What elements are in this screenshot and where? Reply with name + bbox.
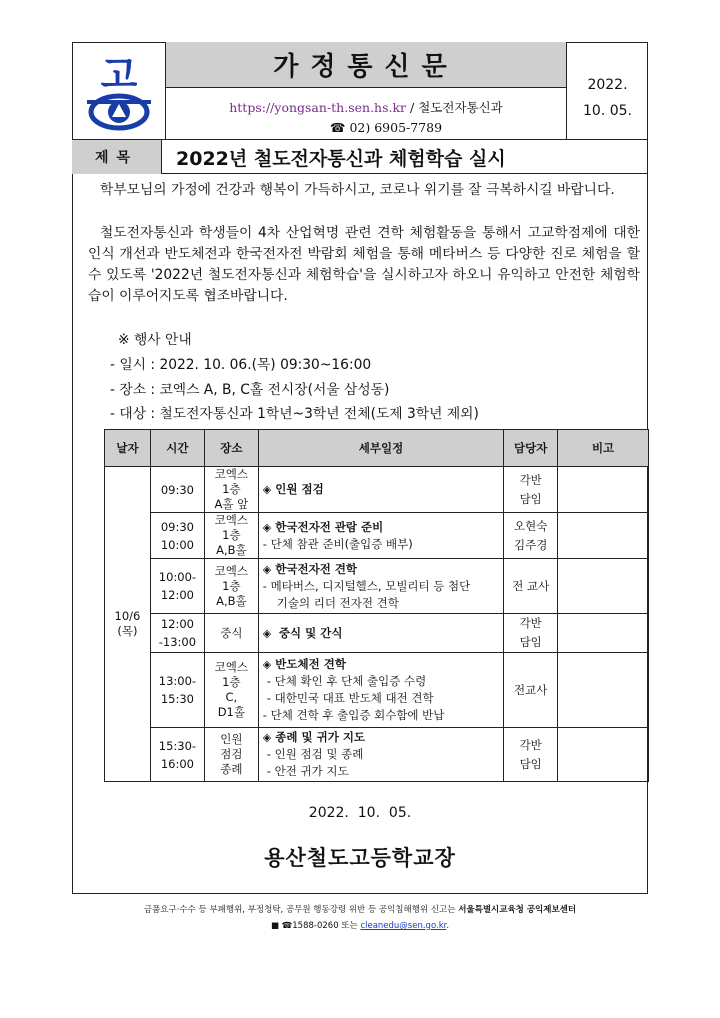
detail-item: - 안전 귀가 지도 xyxy=(266,764,349,778)
signature-date: 2022. 10. 05. xyxy=(308,805,412,821)
footer-period: . xyxy=(446,921,450,931)
detail-item: - 단체 확인 후 단체 출입증 수령 xyxy=(266,674,427,688)
staff-cell xyxy=(504,467,558,513)
schedule-table xyxy=(104,429,649,782)
event-target-line: - 대상 : 철도전자통신과 1학년~3학년 전체(도제 3학년 제외) xyxy=(110,406,479,422)
school-logo-icon xyxy=(72,42,166,140)
school-logo xyxy=(72,42,166,140)
time-cell xyxy=(150,559,204,614)
time-value: 15:30- xyxy=(158,738,197,753)
place-value: 코엑스 xyxy=(214,467,248,481)
subject-text: 2022년 철도전자통신과 체험학습 실시 xyxy=(176,147,506,170)
phone-number: 02) 6905-7789 xyxy=(349,120,443,135)
staff-cell xyxy=(504,653,558,728)
header-cell: 담당자 xyxy=(504,430,558,467)
time-value: 10:00- xyxy=(158,570,197,584)
detail-title: 인원 점검 xyxy=(275,482,324,496)
detail-title: 중식 및 간식 xyxy=(278,625,343,640)
detail-title: 반도체전 견학 xyxy=(275,657,346,671)
day-weekday: (목) xyxy=(117,624,138,638)
event-place-line: - 장소 : 코엑스 A, B, C홀 전시장(서울 삼성동) xyxy=(110,382,390,398)
diamond-icon: ◈ xyxy=(262,626,272,640)
staff-cell xyxy=(504,614,558,653)
detail-item: - 단체 참관 준비(출입증 배부) xyxy=(262,536,413,551)
staff-cell xyxy=(504,513,558,559)
place-value: 1층 xyxy=(222,675,241,689)
footer-phone: ■ ☎1588-0260 또는 xyxy=(270,921,361,931)
detail-title: 한국전자전 견학 xyxy=(275,561,358,576)
staff-value: 각반 xyxy=(519,472,542,487)
detail-cell xyxy=(258,559,503,614)
issue-date-monthday: 10. 05. xyxy=(583,103,632,119)
time-cell xyxy=(150,513,204,559)
staff-value: 각반 xyxy=(519,616,542,630)
footer-email-link[interactable]: cleanedu@sen.go.kr xyxy=(360,921,447,931)
time-value: 16:00 xyxy=(160,756,194,771)
detail-title: 한국전자전 관람 준비 xyxy=(275,519,384,534)
staff-value: 전교사 xyxy=(514,683,548,697)
notice-title: ※ 행사 안내 xyxy=(118,332,192,348)
place-cell xyxy=(204,467,258,513)
time-value: 15:30 xyxy=(160,692,194,706)
note-cell xyxy=(558,614,649,653)
time-cell xyxy=(150,728,204,782)
detail-cell xyxy=(258,728,503,782)
place-cell xyxy=(204,559,258,614)
staff-value: 전 교사 xyxy=(512,579,550,593)
footer-report-notice xyxy=(0,903,720,915)
table-row xyxy=(105,614,649,653)
detail-item: - 단체 견학 후 출입증 회수함에 반납 xyxy=(262,708,445,722)
place-value: 1층 xyxy=(222,482,241,496)
place-value: C, xyxy=(225,690,238,704)
place-cell xyxy=(204,513,258,559)
detail-cell xyxy=(258,614,503,653)
document-title: 가정통신문 xyxy=(166,42,566,88)
staff-value: 담임 xyxy=(519,491,542,506)
table-row xyxy=(105,513,649,559)
header-cell: 시간 xyxy=(150,430,204,467)
issue-date-year: 2022. xyxy=(587,77,628,93)
header-cell: 세부일정 xyxy=(258,430,503,467)
place-value: 1층 xyxy=(222,578,241,593)
diamond-icon: ◈ xyxy=(262,520,272,534)
url-separator: / xyxy=(406,100,419,115)
detail-item: - 대한민국 대표 반도체 대전 견학 xyxy=(266,691,434,705)
note-cell xyxy=(558,513,649,559)
detail-cell xyxy=(258,467,503,513)
school-url[interactable]: https://yongsan-th.sen.hs.kr xyxy=(229,100,407,115)
place-value: 코엑스 xyxy=(214,513,248,527)
department-name: 철도전자통신과 xyxy=(418,100,503,115)
note-cell xyxy=(558,728,649,782)
staff-value: 담임 xyxy=(519,756,542,771)
logo-character: 고 xyxy=(100,53,138,97)
header-cell: 장소 xyxy=(204,430,258,467)
table-row xyxy=(105,559,649,614)
detail-cell xyxy=(258,513,503,559)
diamond-icon: ◈ xyxy=(262,658,272,671)
place-cell xyxy=(204,614,258,653)
header-cell: 날자 xyxy=(105,430,151,467)
detail-title: 종례 및 귀가 지도 xyxy=(275,730,366,744)
table-row xyxy=(105,728,649,782)
time-value: 12:00 xyxy=(160,617,194,631)
diamond-icon: ◈ xyxy=(262,731,272,744)
time-value: 12:00 xyxy=(160,588,194,602)
note-cell xyxy=(558,467,649,513)
event-date-line: - 일시 : 2022. 10. 06.(목) 09:30~16:00 xyxy=(110,357,372,373)
footer-notice-text: 금품요구·수수 등 부패행위, 부정청탁, 공무원 행동강령 위반 등 공익침해행위 신고는 xyxy=(143,905,459,915)
place-value: 코엑스 xyxy=(214,660,248,674)
greeting-paragraph: 학부모님의 가정에 건강과 행복이 가득하시고, 코로나 위기를 잘 극복하시길 바랍니다. xyxy=(100,182,615,198)
header-contact xyxy=(166,88,566,140)
table-row xyxy=(105,653,649,728)
main-paragraph: 철도전자통신과 학생들이 4차 산업혁명 관련 견학 체험활동을 통해서 고교학점제에 대한 인식 개선과 반도체전과 한국전자전 박람회 체험을 통해 메타버스 등 다양한 진로 체험을 할 수 있도록 '2022년 철도전자통신과 체험학습'을 실시하고자 하오니 유익하고 안전한 체험학습이 이루어지도록 협조바랍니다. xyxy=(88,225,640,304)
staff-value: 각반 xyxy=(519,737,542,752)
detail-cell xyxy=(258,653,503,728)
table-row xyxy=(105,467,649,513)
detail-item: - 인원 점검 및 종례 xyxy=(266,747,364,761)
place-value: 점검 xyxy=(220,747,243,761)
time-value: 10:00 xyxy=(160,537,194,552)
place-value: 인원 xyxy=(220,732,243,746)
place-cell xyxy=(204,653,258,728)
day-cell xyxy=(105,467,151,782)
subject-label: 제목 xyxy=(72,140,162,174)
note-cell xyxy=(558,653,649,728)
place-value: 코엑스 xyxy=(214,563,248,578)
time-cell xyxy=(150,653,204,728)
place-value: 종례 xyxy=(220,762,243,776)
time-value: 09:30 xyxy=(160,482,194,497)
place-value: 중식 xyxy=(220,626,243,640)
staff-value: 담임 xyxy=(519,635,542,649)
header-cell: 비고 xyxy=(558,430,649,467)
time-cell xyxy=(150,614,204,653)
footer-contact xyxy=(0,919,720,931)
place-value: D1홀 xyxy=(217,705,245,719)
note-cell xyxy=(558,559,649,614)
staff-value: 김주경 xyxy=(514,537,548,552)
place-value: A,B홀 xyxy=(216,593,247,608)
staff-cell xyxy=(504,728,558,782)
detail-item: 기술의 리더 전자전 견학 xyxy=(276,595,399,610)
place-value: A홀 앞 xyxy=(214,497,249,511)
place-value: A,B홀 xyxy=(216,543,247,557)
phone-icon: ☎ xyxy=(329,120,346,135)
diamond-icon: ◈ xyxy=(262,562,272,576)
place-cell xyxy=(204,728,258,782)
time-value: 13:00- xyxy=(158,674,197,688)
time-value: -13:00 xyxy=(158,635,197,649)
time-cell xyxy=(150,467,204,513)
issue-date xyxy=(566,42,648,140)
day-value: 10/6 xyxy=(114,609,141,623)
staff-cell xyxy=(504,559,558,614)
staff-value: 오현숙 xyxy=(514,518,548,533)
footer-report-center: 서울특별시교육청 공익제보센터 xyxy=(458,905,577,915)
principal-signature: 용산철도고등학교장 xyxy=(264,846,456,870)
diamond-icon: ◈ xyxy=(262,483,272,496)
table-header-row xyxy=(105,430,649,467)
time-value: 09:30 xyxy=(160,519,194,534)
place-value: 1층 xyxy=(222,528,241,542)
detail-item: - 메타버스, 디지털헬스, 모빌리티 등 첨단 xyxy=(262,578,471,593)
